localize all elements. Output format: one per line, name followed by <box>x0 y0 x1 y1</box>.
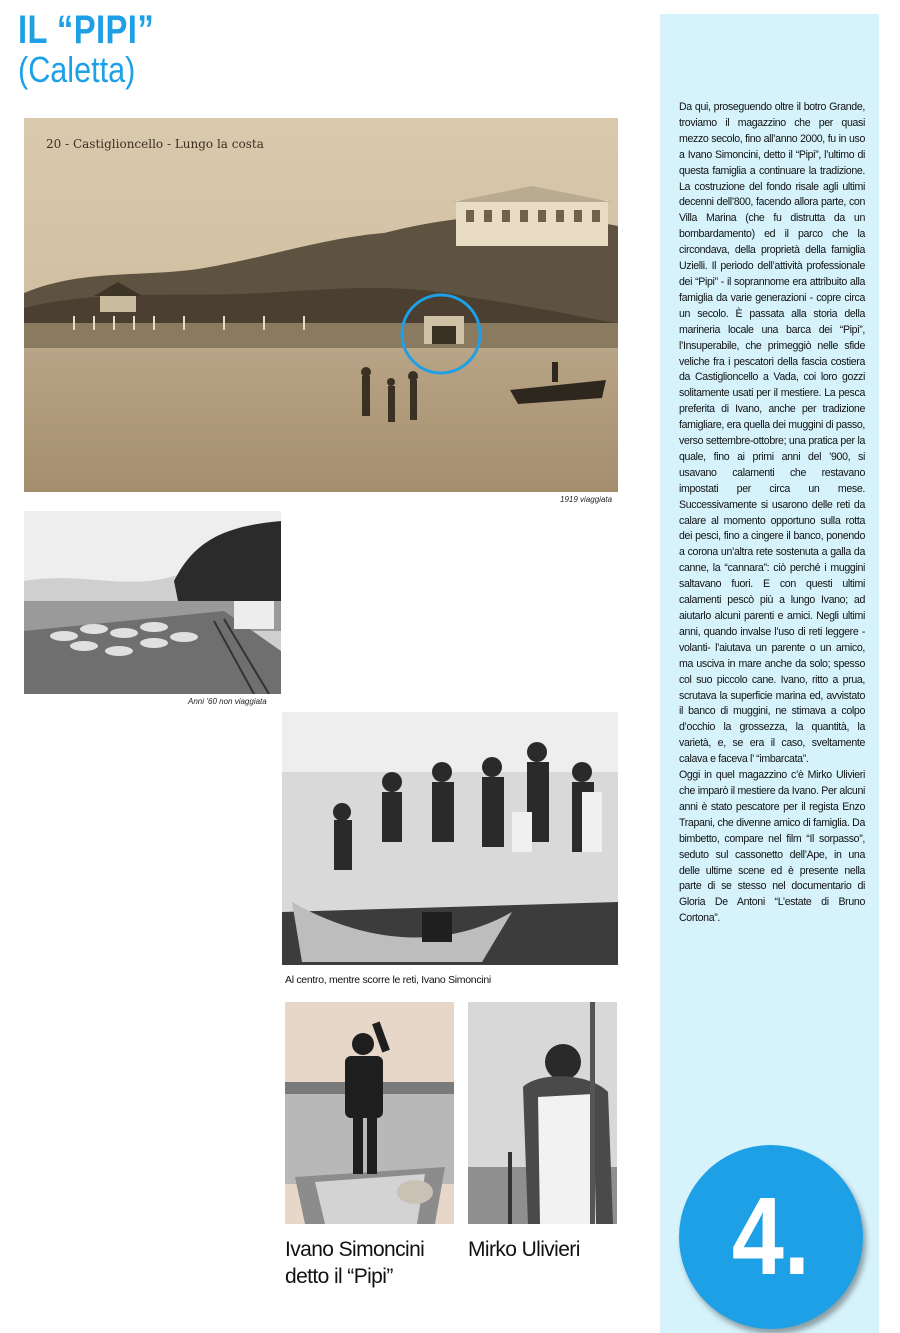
section-number-badge <box>679 1145 863 1329</box>
postcard-inscription: 20 - Castiglioncello - Lungo la costa <box>46 137 264 151</box>
postcard-caption: 1919 viaggiata <box>560 495 613 504</box>
mirko-photo <box>468 1002 617 1224</box>
section-number: 4. <box>732 1175 810 1298</box>
fishermen-caption: Al centro, mentre scorre le reti, Ivano Simoncini <box>285 974 491 986</box>
ivano-caption-line-1: Ivano Simoncini <box>285 1238 425 1261</box>
ivano-caption-line-2: detto il “Pipi” <box>285 1265 393 1288</box>
mirko-caption: Mirko Ulivieri <box>468 1238 580 1261</box>
title-line-2: (Caletta) <box>18 49 136 90</box>
page-title <box>18 10 184 90</box>
ivano-photo <box>285 1002 454 1224</box>
sidebar-paragraph-2: Oggi in quel magazzino c’è Mirko Ulivieri che imparò il mestiere da Ivano. Per alcuni anni è stato pescatore per il regista Enzo Trapani, che divenne amico di famiglia. Da bimbetto, compare nel film “Il sorpasso”, seduto sul cassonetto dell’Ape, in una delle ultime scene ed è presente nella parte di se stesso nel documentario di Gloria De Antoni “L’estate di Bruno Cortona”. <box>679 769 865 925</box>
beach-photo <box>24 511 281 694</box>
beach-caption: Anni ’60 non viaggiata <box>188 697 267 706</box>
postcard-photo <box>24 118 618 492</box>
sidebar-article <box>679 100 865 927</box>
sidebar-paragraph-1: Da qui, proseguendo oltre il botro Grande, troviamo il magazzino che per quasi mezzo secolo, fino all’anno 2000, fu in uso a Ivano Simoncini, detto il “Pipi”, l’ultimo di questa famiglia a continuare la tradizione. La costruzione del fondo risale agli ultimi decenni dell’800, facendo allora parte, con Villa Marina (che fu distrutta da un bombardamento) ed il parco che la circondava, della proprietà della famiglia Uzielli. Il periodo dell’attività professionale dei “Pipi” - il soprannome era attribuito alla famiglia da varie generazioni - copre circa un secolo. È passata alla storia della marineria locale una barca dei “Pipi”, l’Insuperabile, che primeggiò nelle sfide veliche fra i pescatori della fascia costiera da Castiglioncello a Vada, coi loro gozzi solitamente usati per il mestiere. La pesca preferita di Ivano, anche per tradizione famigliare, era quella dei muggini di passo, verso settembre-ottobre; una pratica per la quale, fino ai primi anni del ’900, si usavano calamenti che restavano impostati per circa un mese. Successivamente si usarono delle reti da calare al momento opportuno sulla rotta dei pesci, fino a cingere il banco, ponendo a corona un’altra rete sostenuta a galla da canne, la “cannara”: ciò perché i muggini saltavano fuori. E con questi ultimi calamenti pescò più a lungo Ivano; ad aiutarlo alcuni parenti e amici. Negli ultimi anni, quando invalse l’uso di reti leggere -volanti- l’aiutava un parente o un amico, ma usciva in mare anche da solo; spesso col suo piccolo cane. Ivano, ritto a prua, scrutava la superficie marina ed, avvistato il banco di muggini, ne stimava a colpo d’occhio la grossezza, la quantità, la varietà, e, se era il caso, sveltamente calava e faceva l’ “imbarcata”. <box>679 101 865 766</box>
title-line-1: IL “PIPI” <box>18 8 155 52</box>
ivano-caption <box>285 1236 424 1290</box>
fishermen-photo <box>282 712 618 965</box>
